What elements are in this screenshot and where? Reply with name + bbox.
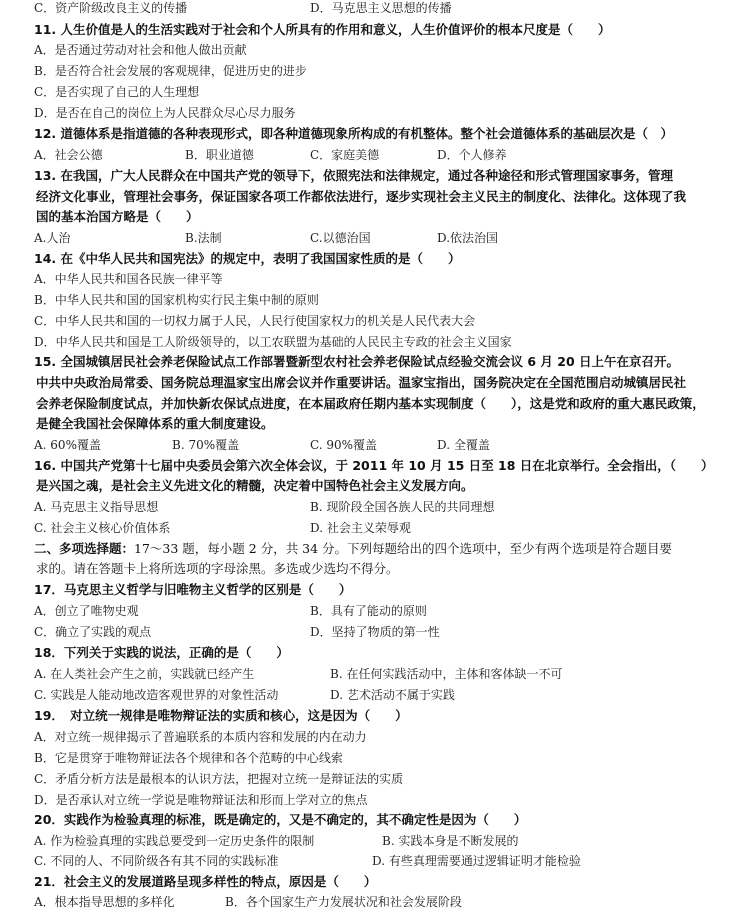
q12-option-c: C．家庭美德: [310, 148, 380, 162]
q17-option-c: C．确立了实践的观点: [34, 625, 152, 639]
q16-option-c: C. 社会主义核心价值体系: [34, 521, 171, 535]
q15-stem-line4: 是健全我国社会保障体系的重大制度建设。: [36, 416, 274, 431]
q20-option-c: C. 不同的人、不同阶级各有其不同的实践标准: [34, 854, 279, 868]
q19-option-d: D．是否承认对立统一学说是唯物辩证法和形而上学对立的焦点: [34, 793, 368, 807]
q15-option-c: C. 90%覆盖: [310, 438, 378, 452]
q19-stem: 19． 对立统一规律是唯物辩证法的实质和核心，这是因为（ ）: [34, 708, 408, 723]
q20-option-b: B. 实践本身是不断发展的: [382, 834, 519, 848]
q18-option-d: D. 艺术活动不属于实践: [330, 688, 455, 702]
q13-option-a: A.人治: [34, 231, 71, 245]
q20-stem: 20．实践作为检验真理的标准，既是确定的，又是不确定的，其不确定性是因为（ ）: [34, 812, 527, 827]
q12-stem: 12. 道德体系是指道德的各种表现形式，即各种道德现象所构成的有机整体。整个社会道德体系的基础层次是（ ）: [34, 126, 673, 141]
q16-option-d: D. 社会主义荣辱观: [310, 521, 411, 535]
q21-option-a: A．根本指导思想的多样化: [34, 895, 175, 909]
q18-option-b: B. 在任何实践活动中，主体和客体缺一不可: [330, 667, 563, 681]
section-2-title: 二、多项选择题：: [34, 541, 135, 556]
q12-option-b: B．职业道德: [185, 148, 254, 162]
q14-option-a: A．中华人民共和国各民族一律平等: [34, 272, 223, 286]
q13-stem-line2: 经济文化事业，管理社会事务，保证国家各项工作都依法进行，逐步实现社会主义民主的制度化、法律化。这体现了我: [36, 189, 687, 204]
q17-option-d: D．坚持了物质的第一性: [310, 625, 440, 639]
q16-option-b: B. 现阶段全国各族人民的共同理想: [310, 500, 495, 514]
q19-option-b: B．它是贯穿于唯物辩证法各个规律和各个范畴的中心线索: [34, 751, 343, 765]
q17-stem: 17．马克思主义哲学与旧唯物主义哲学的区别是（ ）: [34, 582, 352, 597]
section-2-header: [34, 539, 672, 559]
q14-option-b: B．中华人民共和国的国家机构实行民主集中制的原则: [34, 293, 319, 307]
q14-option-c: C．中华人民共和国的一切权力属于人民，人民行使国家权力的机关是人民代表大会: [34, 314, 476, 328]
q18-stem: 18．下列关于实践的说法，正确的是（ ）: [34, 645, 289, 660]
q17-option-b: B．具有了能动的原则: [310, 604, 427, 618]
q18-option-c: C. 实践是人能动地改造客观世界的对象性活动: [34, 688, 279, 702]
q11-option-d: D．是否在自己的岗位上为人民群众尽心尽力服务: [34, 106, 296, 120]
q19-option-a: A．对立统一规律揭示了普遍联系的本质内容和发展的内在动力: [34, 730, 367, 744]
q17-option-a: A．创立了唯物史观: [34, 604, 139, 618]
q11-option-a: A．是否通过劳动对社会和他人做出贡献: [34, 43, 247, 57]
q16-stem-line2: 是兴国之魂，是社会主义先进文化的精髓，决定着中国特色社会主义发展方向。: [36, 478, 474, 493]
q10-option-d: D．马克思主义思想的传播: [310, 1, 452, 15]
q11-stem: 11. 人生价值是人的生活实践对于社会和个人所具有的作用和意义，人生价值评价的根本尺度是（ ）: [34, 22, 611, 37]
q19-option-c: C．矛盾分析方法是最根本的认识方法，把握对立统一是辩证法的实质: [34, 772, 404, 786]
q15-stem-line3: 会养老保险制度试点，并加快新农保试点进度，在本届政府任期内基本实现制度（ ），这是党和政府的重大惠民政策，: [36, 396, 705, 411]
q13-stem-line3: 国的基本治国方略是（ ）: [36, 209, 199, 224]
q10-option-c: C．资产阶级改良主义的传播: [34, 1, 188, 15]
q14-stem: 14. 在《中华人民共和国宪法》的规定中，表明了我国国家性质的是（ ）: [34, 251, 461, 266]
q18-option-a: A. 在人类社会产生之前，实践就已经产生: [34, 667, 255, 681]
q16-stem-line1: 16. 中国共产党第十七届中央委员会第六次全体会议，于 2011 年 10 月 15 日至 18 日在北京举行。全会指出，（ ）: [34, 458, 714, 473]
q12-option-d: D．个人修养: [437, 148, 507, 162]
q20-option-d: D. 有些真理需要通过逻辑证明才能检验: [372, 854, 581, 868]
q15-option-d: D. 全覆盖: [437, 438, 490, 452]
q13-stem-line1: 13. 在我国，广大人民群众在中国共产党的领导下，依照宪法和法律规定，通过各种途径和形式管理国家事务，管理: [34, 168, 673, 183]
q11-option-c: C．是否实现了自己的人生理想: [34, 85, 200, 99]
section-2-desc-line2: 求的。请在答题卡上将所选项的字母涂黑。多选或少选均不得分。: [36, 561, 399, 576]
q14-option-d: D．中华人民共和国是工人阶级领导的，以工农联盟为基础的人民民主专政的社会主义国家: [34, 335, 512, 349]
q13-option-b: B.法制: [185, 231, 222, 245]
q21-stem: 21．社会主义的发展道路呈现多样性的特点，原因是（ ）: [34, 874, 377, 889]
q16-option-a: A. 马克思主义指导思想: [34, 500, 159, 514]
q21-option-b: B．各个国家生产力发展状况和社会发展阶段: [225, 895, 462, 909]
q13-option-d: D.依法治国: [437, 231, 499, 245]
q15-option-a: A. 60%覆盖: [34, 438, 101, 452]
q11-option-b: B．是否符合社会发展的客观规律，促进历史的进步: [34, 64, 307, 78]
q15-stem-line1: 15. 全国城镇居民社会养老保险试点工作部署暨新型农村社会养老保险试点经验交流会议 6 月 20 日上午在京召开。: [34, 354, 679, 369]
q20-option-a: A. 作为检验真理的实践总要受到一定历史条件的限制: [34, 834, 315, 848]
section-2-desc-line1: 17～33 题，每小题 2 分，共 34 分。下列每题给出的四个选项中，至少有两个选项是符合题目要: [134, 541, 673, 556]
q15-stem-line2: 中共中央政治局常委、国务院总理温家宝出席会议并作重要讲话。温家宝指出，国务院决定在全国范围启动城镇居民社: [36, 375, 687, 390]
q15-option-b: B. 70%覆盖: [172, 438, 240, 452]
q13-option-c: C.以德治国: [310, 231, 371, 245]
q12-option-a: A．社会公德: [34, 148, 103, 162]
